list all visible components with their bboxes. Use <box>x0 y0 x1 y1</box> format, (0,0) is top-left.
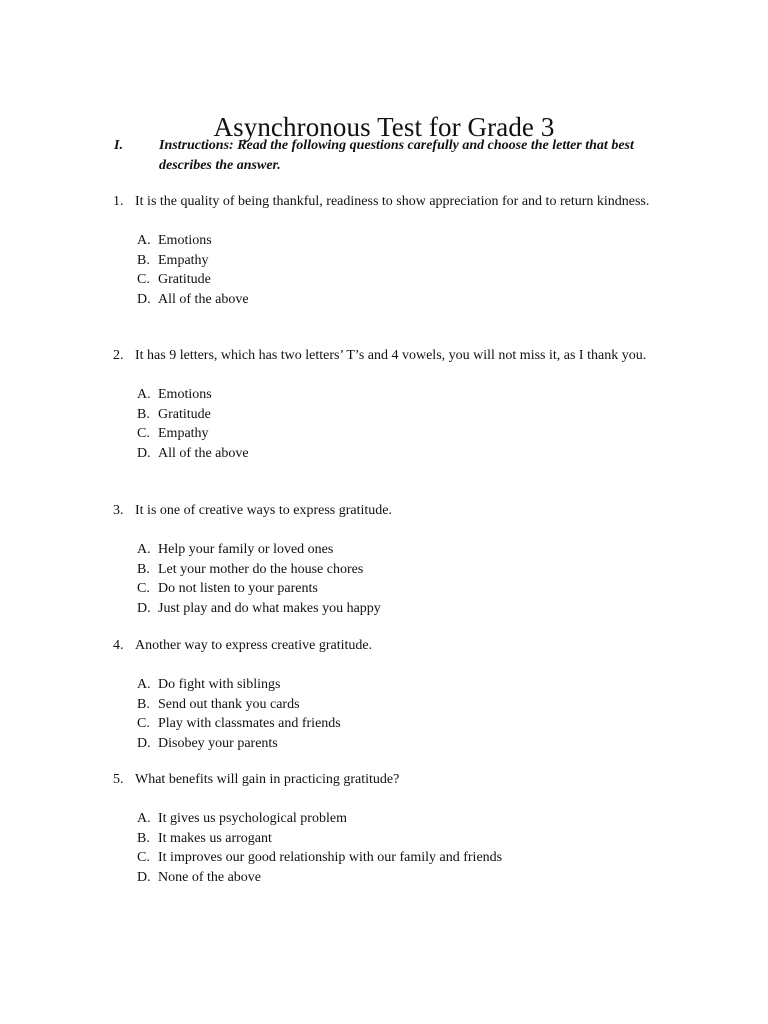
option-letter: D. <box>137 735 151 751</box>
option-text: None of the above <box>158 869 262 885</box>
answer-option <box>137 734 677 754</box>
option-text: Gratitude <box>158 406 211 422</box>
question-stem <box>113 346 677 366</box>
option-letter: C. <box>137 716 150 731</box>
option-text: Send out thank you cards <box>158 696 300 712</box>
question-number: 2. <box>113 348 124 363</box>
answer-option <box>137 868 677 888</box>
option-letter: D. <box>137 291 151 307</box>
option-letter: B. <box>137 830 150 846</box>
question-5 <box>113 770 677 887</box>
question-4 <box>113 636 677 753</box>
instructions-block <box>114 136 678 176</box>
question-text: What benefits will gain in practicing gratitude? <box>135 772 400 787</box>
answer-option <box>137 809 677 829</box>
question-number: 4. <box>113 638 124 653</box>
option-letter: C. <box>137 850 150 865</box>
question-1 <box>113 192 677 309</box>
question-stem <box>113 501 677 521</box>
option-text: Do not listen to your parents <box>158 581 318 596</box>
question-text: It is one of creative ways to express gratitude. <box>135 503 392 518</box>
question-number: 1. <box>113 194 124 209</box>
option-text: It gives us psychological problem <box>158 811 347 826</box>
option-text: It improves our good relationship with our family and friends <box>158 850 503 865</box>
option-text: All of the above <box>158 291 249 307</box>
option-text: Do fight with siblings <box>158 677 281 692</box>
answer-option <box>137 714 677 734</box>
option-text: Disobey your parents <box>158 735 278 751</box>
answer-option <box>137 251 677 271</box>
option-letter: A. <box>137 387 151 402</box>
question-text: It has 9 letters, which has two letters’ T’s and 4 vowels, you will not miss it, as I thank you. <box>135 348 647 363</box>
question-number: 3. <box>113 503 124 518</box>
option-text: Gratitude <box>158 272 211 287</box>
answer-option <box>137 424 677 444</box>
answer-option <box>137 675 677 695</box>
option-text: It makes us arrogant <box>158 830 272 846</box>
answer-option <box>137 829 677 849</box>
answer-option <box>137 695 677 715</box>
option-letter: D. <box>137 869 151 885</box>
option-text: Empathy <box>158 252 209 268</box>
option-letter: B. <box>137 406 150 422</box>
option-text: Emotions <box>158 387 212 402</box>
option-letter: A. <box>137 542 151 557</box>
document-title: Asynchronous Test for Grade 3 <box>213 112 555 143</box>
option-letter: C. <box>137 581 150 596</box>
answer-option <box>137 848 677 868</box>
answer-options <box>137 675 677 753</box>
option-letter: B. <box>137 252 150 268</box>
option-letter: D. <box>137 600 151 616</box>
answer-option <box>137 290 677 310</box>
option-letter: C. <box>137 272 150 287</box>
question-stem <box>113 192 677 212</box>
question-text: It is the quality of being thankful, readiness to show appreciation for and to return kindness. <box>135 194 650 209</box>
question-stem <box>113 636 677 656</box>
instructions-numeral: I. <box>114 138 123 153</box>
option-letter: B. <box>137 561 150 577</box>
answer-option <box>137 444 677 464</box>
question-stem <box>113 770 677 790</box>
answer-options <box>137 809 677 887</box>
answer-option <box>137 270 677 290</box>
option-letter: B. <box>137 696 150 712</box>
option-letter: C. <box>137 426 150 441</box>
question-text: Another way to express creative gratitude. <box>135 638 373 653</box>
instructions-text: Instructions: Read the following questions carefully and choose the letter that best describes the answer. <box>159 138 634 173</box>
option-letter: A. <box>137 811 151 826</box>
option-text: Emotions <box>158 233 212 248</box>
answer-option <box>137 385 677 405</box>
answer-option <box>137 579 677 599</box>
option-text: Empathy <box>158 426 209 441</box>
answer-options <box>137 231 677 309</box>
answer-options <box>137 540 677 618</box>
option-text: Play with classmates and friends <box>158 716 341 731</box>
option-text: Let your mother do the house chores <box>158 561 364 577</box>
answer-option <box>137 231 677 251</box>
option-text: Help your family or loved ones <box>158 542 334 557</box>
option-letter: A. <box>137 677 151 692</box>
question-2 <box>113 346 677 463</box>
option-text: All of the above <box>158 445 249 461</box>
answer-option <box>137 405 677 425</box>
option-letter: A. <box>137 233 151 248</box>
answer-option <box>137 540 677 560</box>
question-number: 5. <box>113 772 124 787</box>
option-text: Just play and do what makes you happy <box>158 600 381 616</box>
answer-options <box>137 385 677 463</box>
question-3 <box>113 501 677 618</box>
answer-option <box>137 599 677 619</box>
answer-option <box>137 560 677 580</box>
option-letter: D. <box>137 445 151 461</box>
